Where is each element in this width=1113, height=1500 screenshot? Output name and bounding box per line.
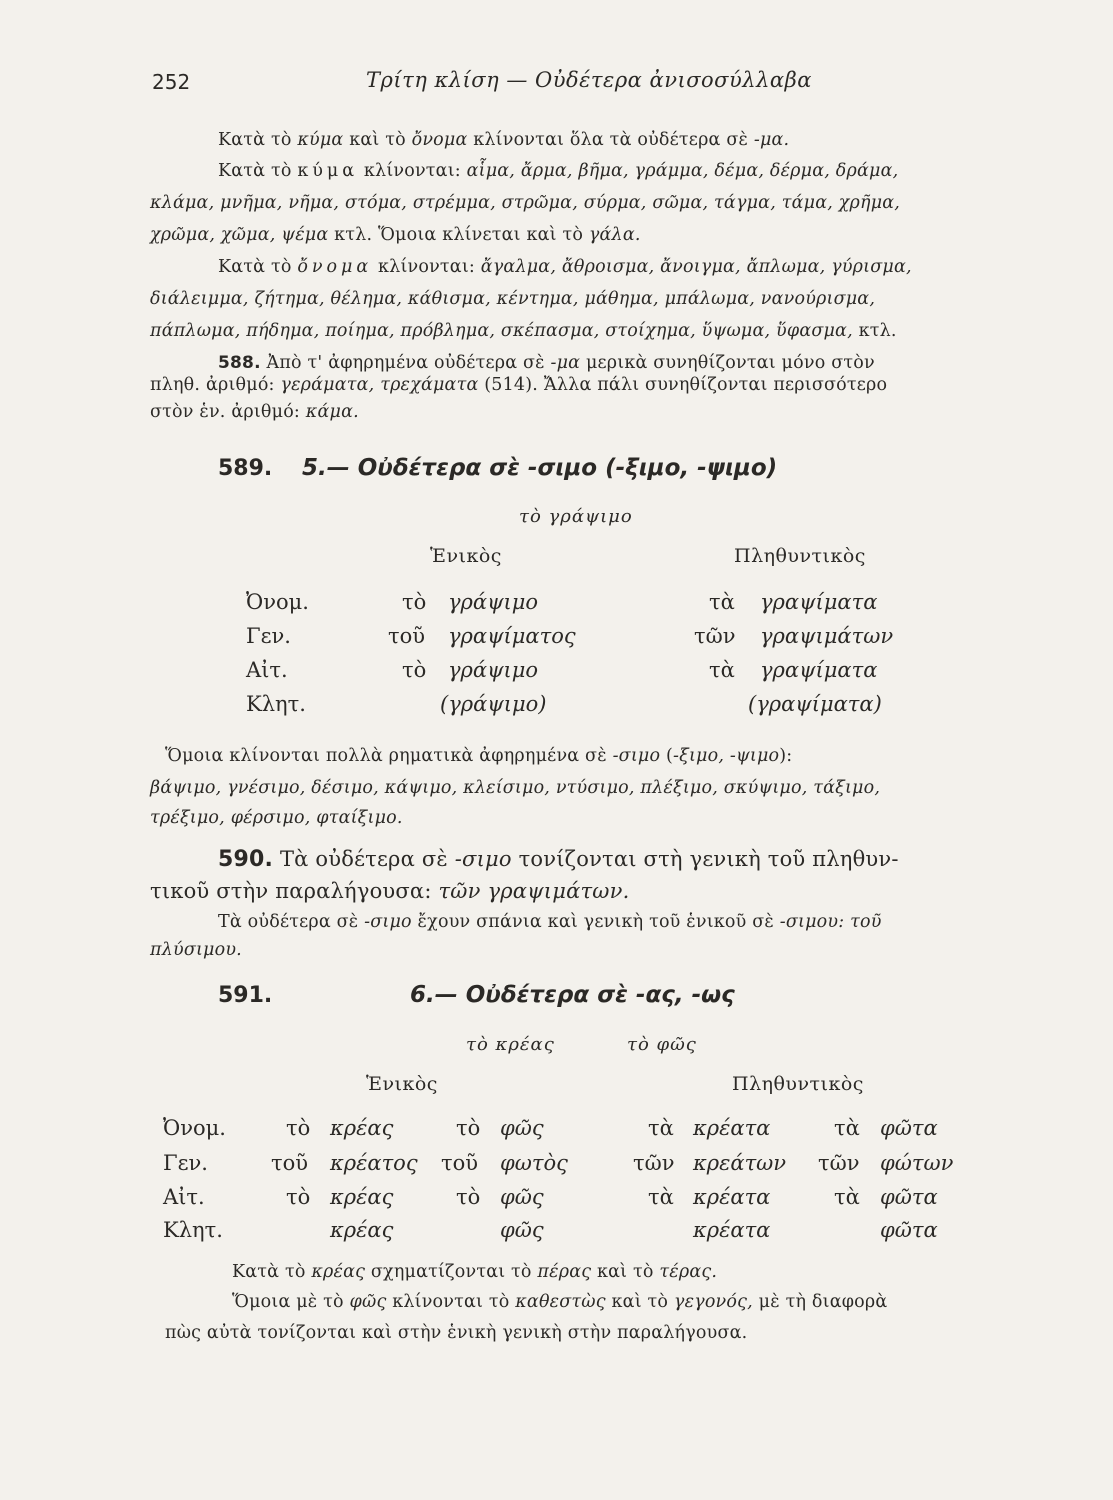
text-segment: -μα. <box>753 130 790 150</box>
word-form: κρεάτων <box>693 1151 787 1175</box>
article: τὸ <box>286 1185 311 1209</box>
article: τοῦ <box>441 1151 479 1175</box>
text-segment: τρέξιμο, φέρσιμο, φταίξιμο. <box>150 808 403 828</box>
text-segment: μερικὰ συνηθίζονται μόνο στὸν <box>580 353 875 373</box>
text-segment: -ξιμο, -ψιμο <box>673 746 780 766</box>
word-form: κρέατα <box>693 1218 771 1242</box>
text-segment: γεράματα, τρεχάματα <box>280 375 479 395</box>
article: τῶν <box>818 1151 860 1175</box>
page-number: 252 <box>152 70 191 94</box>
text-segment: πλύσιμου. <box>150 940 242 960</box>
section-number-589: 589. <box>218 456 273 481</box>
paradigm-word-2: τὸ φῶς <box>627 1034 697 1055</box>
text-segment: μὲ τὴ διαφορὰ <box>752 1292 888 1312</box>
text-segment: καὶ τὸ <box>343 130 412 150</box>
article: τοῦ <box>271 1151 309 1175</box>
text-segment: κύμα <box>297 130 344 150</box>
text-segment: κλίνονται: <box>358 161 467 181</box>
article: τὸ <box>402 590 427 614</box>
word-form: κρέας <box>330 1116 394 1140</box>
text-segment: 590. <box>218 847 274 872</box>
text-segment: Κατὰ τὸ <box>232 1262 312 1282</box>
text-segment: καθεστὼς <box>515 1292 606 1312</box>
text-segment: γάλα. <box>588 225 641 245</box>
text-segment: τέρας. <box>659 1262 718 1282</box>
text-segment: Ὅμοια κλίνονται πολλὰ ρηματικὰ ἀφηρημένα σὲ <box>165 746 613 766</box>
text-segment: Ὅμοια μὲ τὸ <box>232 1292 350 1312</box>
text-line <box>150 940 242 960</box>
text-segment: τονίζονται στὴ γενικὴ τοῦ πληθυν- <box>511 847 899 871</box>
text-line <box>150 225 641 245</box>
text-segment: κάμα. <box>305 402 359 422</box>
text-line <box>150 808 403 828</box>
text-line <box>218 257 912 277</box>
text-line <box>218 912 882 932</box>
word-form: φῶτα <box>880 1185 938 1209</box>
word-form: φῶτα <box>880 1218 938 1242</box>
text-segment: Τὰ οὐδέτερα σὲ <box>273 847 455 871</box>
text-line <box>165 1323 747 1343</box>
text-line <box>150 289 875 309</box>
singular-label: Ἑνικὸς <box>366 1073 438 1095</box>
plural-label: Πληθυντικὸς <box>734 545 866 567</box>
text-segment: βάψιμο, γνέσιμο, δέσιμο, κάψιμο, κλείσιμο, ντύσιμο, πλέξιμο, σκύψιμο, τάξιμο, <box>150 778 881 798</box>
text-segment: ): <box>779 746 793 766</box>
case-label: Αἰτ. <box>163 1185 205 1209</box>
text-segment: αἷμα, ἄρμα, βῆμα, γράμμα, δέμα, δέρμα, δράμα, <box>466 161 899 181</box>
text-segment: -σιμο <box>364 912 412 932</box>
article: τὸ <box>286 1116 311 1140</box>
text-segment: τῶν γραψιμάτων. <box>438 879 630 903</box>
word-form: φῶς <box>500 1185 544 1209</box>
text-segment: διάλειμμα, ζήτημα, θέλημα, κάθισμα, κέντημα, μάθημα, μπάλωμα, νανούρισμα, <box>150 289 876 309</box>
text-line <box>150 321 897 341</box>
singular-label: Ἑνικὸς <box>430 545 502 567</box>
text-segment: φῶς <box>349 1292 387 1312</box>
text-segment: γεγονός, <box>673 1292 753 1312</box>
word-form: κρέατος <box>330 1151 418 1175</box>
word-form: φῶτα <box>880 1116 938 1140</box>
word-form: κρέας <box>330 1218 394 1242</box>
text-line <box>150 375 887 395</box>
text-line <box>218 353 875 373</box>
text-segment: κλίνονται: <box>372 257 481 277</box>
article: τῶν <box>694 624 736 648</box>
text-segment: Κατὰ τὸ <box>218 257 298 277</box>
text-segment: πέρας <box>537 1262 592 1282</box>
text-segment: -σιμου: τοῦ <box>779 912 882 932</box>
text-segment: πληθ. ἀριθμό: <box>150 375 281 395</box>
word-form: γραψίματα <box>760 590 878 614</box>
paradigm-word-1: τὸ κρέας <box>466 1034 555 1055</box>
text-line <box>218 161 898 181</box>
text-segment: -σιμο <box>612 746 661 766</box>
word-form: γραψίματος <box>448 624 576 648</box>
article: τὰ <box>709 590 735 614</box>
text-segment: σχηματίζονται τὸ <box>365 1262 538 1282</box>
section-heading-589: 5.— Οὐδέτερα σὲ -σιμο (-ξιμο, -ψιμο) <box>302 455 778 481</box>
text-segment: στὸν ἑν. ἀριθμό: <box>150 402 306 422</box>
running-head: Τρίτη κλίση — Οὐδέτερα ἀνισοσύλλαβα <box>366 68 812 92</box>
article: τὰ <box>648 1116 674 1140</box>
case-label: Γεν. <box>163 1151 208 1175</box>
word-form: γραψιμάτων <box>760 624 894 648</box>
text-line <box>150 402 359 422</box>
text-segment: ἔχουν σπάνια καὶ γενικὴ τοῦ ἑνικοῦ σὲ <box>411 912 780 932</box>
text-segment: Κατὰ τὸ <box>218 130 298 150</box>
section-heading-591: 6.— Οὐδέτερα σὲ -ας, -ως <box>410 982 735 1008</box>
word-form: φωτὸς <box>500 1151 568 1175</box>
text-segment: κτλ. Ὅμοια κλίνεται καὶ τὸ <box>328 225 589 245</box>
article: τῶν <box>633 1151 675 1175</box>
text-segment: ὄνομα <box>411 130 468 150</box>
text-segment: κρέας <box>311 1262 366 1282</box>
word-form: φώτων <box>880 1151 954 1175</box>
paradigm-word: τὸ γράψιμο <box>519 506 633 527</box>
text-segment: καὶ τὸ <box>605 1292 674 1312</box>
word-form: φῶς <box>500 1116 544 1140</box>
article: τὰ <box>834 1116 860 1140</box>
case-label: Ὀνομ. <box>163 1116 226 1140</box>
article: τὰ <box>709 658 735 682</box>
text-segment: 588. <box>218 353 261 373</box>
article: τοῦ <box>388 624 426 648</box>
text-segment: -μα <box>550 353 581 373</box>
article: τὸ <box>456 1116 481 1140</box>
case-label: Κλητ. <box>163 1218 223 1242</box>
case-label: Ὀνομ. <box>246 590 309 614</box>
text-segment: -σιμο <box>454 847 512 871</box>
text-segment: πὼς αὐτὰ τονίζονται καὶ στὴν ἑνικὴ γενικὴ στὴν παραλήγουσα. <box>165 1323 748 1343</box>
word-form: κρέας <box>330 1185 394 1209</box>
text-segment: Κατὰ τὸ <box>218 161 298 181</box>
text-line <box>150 879 629 903</box>
text-segment: ( <box>660 746 673 766</box>
text-segment: κλίνονται ὅλα τὰ οὐδέτερα σὲ <box>467 130 754 150</box>
text-segment: κύμα <box>297 161 359 181</box>
word-form: φῶς <box>500 1218 544 1242</box>
text-segment: τικοῦ στὴν παραλήγουσα: <box>150 879 439 903</box>
text-line <box>218 847 899 872</box>
word-form: γράψιμο <box>448 658 539 682</box>
text-segment: Ἀπὸ τ' ἀφηρημένα οὐδέτερα σὲ <box>260 353 551 373</box>
word-form: γράψιμο <box>448 590 539 614</box>
word-form: (γραψίματα) <box>748 692 882 716</box>
text-segment: κλάμα, μνῆμα, νῆμα, στόμα, στρέμμα, στρῶμα, σύρμα, σῶμα, τάγμα, τάμα, χρῆμα, <box>150 193 901 213</box>
text-line <box>150 778 880 798</box>
case-label: Γεν. <box>246 624 291 648</box>
word-form: κρέατα <box>693 1116 771 1140</box>
word-form: (γράψιμο) <box>440 692 547 716</box>
text-line <box>150 193 900 213</box>
text-segment: ἄγαλμα, ἄθροισμα, ἄνοιγμα, ἄπλωμα, γύρισμα, <box>480 257 912 277</box>
article: τὸ <box>402 658 427 682</box>
text-segment: κλίνονται τὸ <box>386 1292 516 1312</box>
article: τὰ <box>834 1185 860 1209</box>
case-label: Αἰτ. <box>246 658 288 682</box>
plural-label: Πληθυντικὸς <box>732 1073 864 1095</box>
text-segment: κτλ. <box>852 321 897 341</box>
text-segment: ὄνομα <box>297 257 373 277</box>
text-segment: Τὰ οὐδέτερα σὲ <box>218 912 365 932</box>
text-line <box>232 1292 887 1312</box>
text-line <box>165 746 792 766</box>
article: τὸ <box>456 1185 481 1209</box>
text-line <box>232 1262 717 1282</box>
word-form: κρέατα <box>693 1185 771 1209</box>
section-number-591: 591. <box>218 983 273 1008</box>
text-segment: πάπλωμα, πήδημα, ποίημα, πρόβλημα, σκέπασμα, στοίχημα, ὕψωμα, ὕφασμα, <box>150 321 853 341</box>
text-segment: χρῶμα, χῶμα, ψέμα <box>150 225 329 245</box>
article: τὰ <box>648 1185 674 1209</box>
text-segment: καὶ τὸ <box>591 1262 660 1282</box>
case-label: Κλητ. <box>246 692 306 716</box>
word-form: γραψίματα <box>760 658 878 682</box>
text-segment: (514). Ἄλλα πάλι συνηθίζονται περισσότερο <box>478 375 888 395</box>
text-line <box>218 130 789 150</box>
